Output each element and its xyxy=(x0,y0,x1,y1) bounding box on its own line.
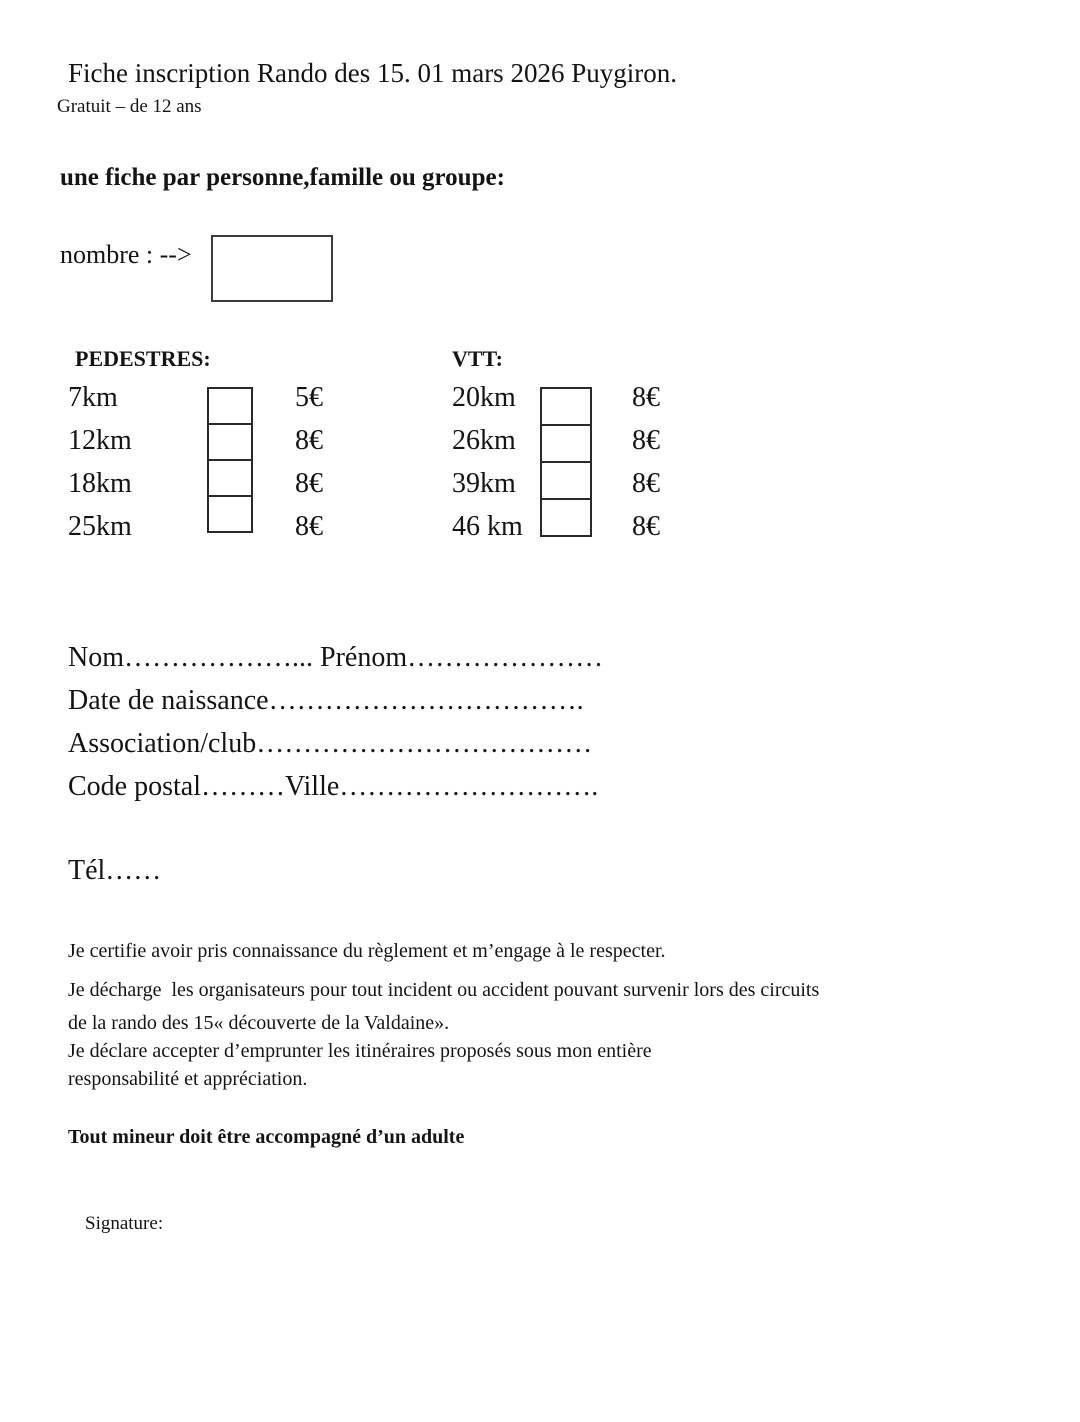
pedestres-25km-checkbox[interactable] xyxy=(207,495,253,533)
page-title: Fiche inscription Rando des 15. 01 mars 2026 Puygiron. xyxy=(68,58,677,88)
vtt-header: VTT: xyxy=(452,346,503,371)
pedestres-18km-checkbox[interactable] xyxy=(207,459,253,497)
one-sheet-heading: une fiche par personne,famille ou groupe: xyxy=(60,164,505,191)
tel-field-line[interactable]: Tél…… xyxy=(68,855,162,886)
minor-notice: Tout mineur doit être accompagné d’un adulte xyxy=(68,1126,465,1148)
pedestres-distance-label: 18km xyxy=(68,468,132,499)
pedestres-distance-label: 12km xyxy=(68,425,132,456)
vtt-26km-checkbox[interactable] xyxy=(540,424,592,463)
pedestres-price-label: 8€ xyxy=(295,468,323,499)
nom-prenom-field-line[interactable]: Nom………………... Prénom………………… xyxy=(68,642,604,673)
pedestres-price-label: 8€ xyxy=(295,511,323,542)
vtt-distance-label: 46 km xyxy=(452,511,523,542)
vtt-46km-checkbox[interactable] xyxy=(540,498,592,537)
code-postal-ville-field-line[interactable]: Code postal………Ville………………………. xyxy=(68,771,599,802)
pedestres-distance-label: 25km xyxy=(68,511,132,542)
pedestres-7km-checkbox[interactable] xyxy=(207,387,253,425)
declaration-decharge-line2: de la rando des 15« découverte de la Valdaine». xyxy=(68,1012,450,1034)
vtt-distance-label: 26km xyxy=(452,425,516,456)
vtt-distance-label: 39km xyxy=(452,468,516,499)
pedestres-price-label: 8€ xyxy=(295,425,323,456)
pedestres-header: PEDESTRES: xyxy=(75,346,211,371)
vtt-39km-checkbox[interactable] xyxy=(540,461,592,500)
date-naissance-field-line[interactable]: Date de naissance……………………………. xyxy=(68,685,584,716)
free-under-12-note: Gratuit – de 12 ans xyxy=(57,96,202,117)
vtt-price-label: 8€ xyxy=(632,425,660,456)
pedestres-price-label: 5€ xyxy=(295,382,323,413)
nombre-input-box[interactable] xyxy=(211,235,333,302)
nombre-label: nombre : --> xyxy=(60,240,192,269)
vtt-checkbox-column xyxy=(540,387,592,537)
association-club-field-line[interactable]: Association/club……………………………… xyxy=(68,728,593,759)
vtt-price-label: 8€ xyxy=(632,468,660,499)
declaration-itineraires-line2: responsabilité et appréciation. xyxy=(68,1068,308,1090)
pedestres-checkbox-column xyxy=(207,387,253,533)
declaration-itineraires-line1: Je déclare accepter d’emprunter les itinéraires proposés sous mon entière xyxy=(68,1040,652,1062)
vtt-price-label: 8€ xyxy=(632,511,660,542)
pedestres-distance-label: 7km xyxy=(68,382,118,413)
pedestres-12km-checkbox[interactable] xyxy=(207,423,253,461)
declaration-decharge-line1: Je décharge les organisateurs pour tout incident ou accident pouvant survenir lors des circuits xyxy=(68,979,820,1001)
vtt-price-label: 8€ xyxy=(632,382,660,413)
declaration-reglement: Je certifie avoir pris connaissance du règlement et m’engage à le respecter. xyxy=(68,940,666,962)
signature-label[interactable]: Signature: xyxy=(85,1213,164,1234)
vtt-20km-checkbox[interactable] xyxy=(540,387,592,426)
vtt-distance-label: 20km xyxy=(452,382,516,413)
